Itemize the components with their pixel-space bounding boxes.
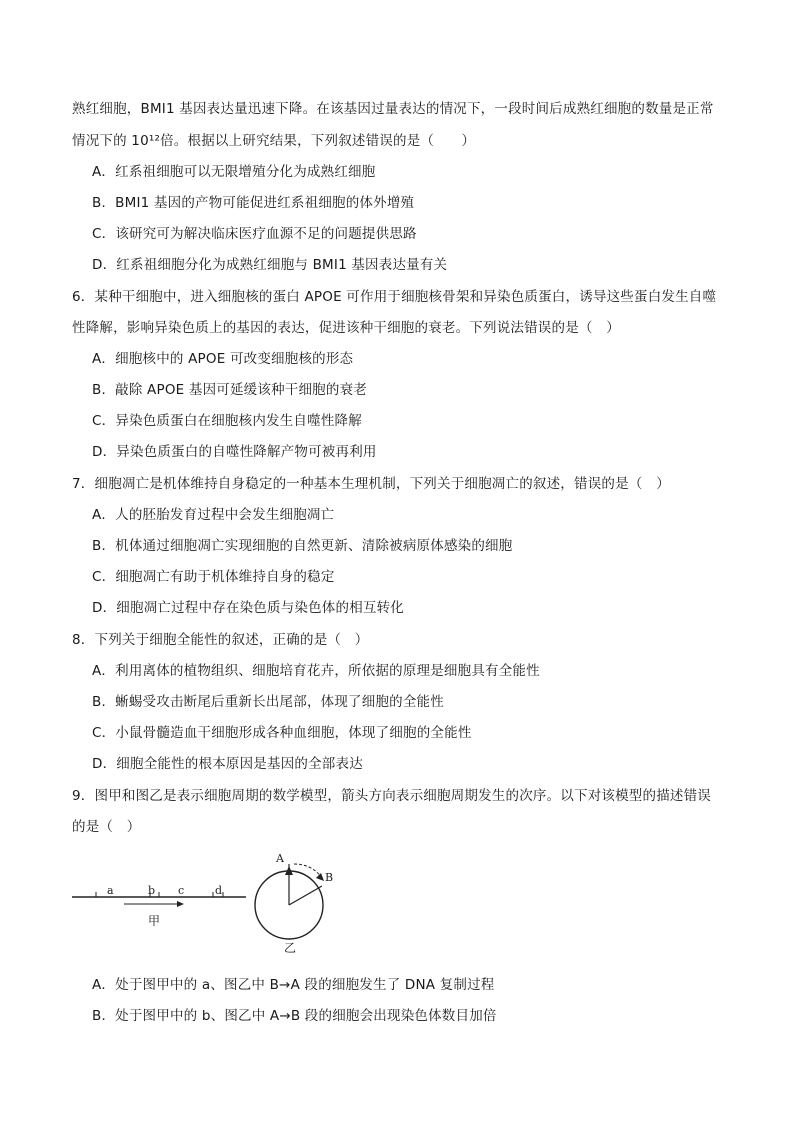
segment-label-b: b xyxy=(148,884,156,897)
q8-option-c: C．小鼠骨髓造血干细胞形成各种血细胞，体现了细胞的全能性 xyxy=(92,725,472,741)
q9-stem-line-2: 的是（ ） xyxy=(72,819,141,835)
q7-option-b: B．机体通过细胞凋亡实现细胞的自然更新、清除被病原体感染的细胞 xyxy=(92,538,513,554)
q6-option-b: B．敲除 APOE 基因可延缓该种干细胞的衰老 xyxy=(92,382,367,398)
q6-stem-line-1: 6．某种干细胞中，进入细胞核的蛋白 APOE 可作用于细胞核骨架和异染色质蛋白，诱导这些蛋白发生自噬 xyxy=(72,289,717,305)
q7-option-d: D．细胞凋亡过程中存在染色质与染色体的相互转化 xyxy=(92,600,404,616)
line-model-caption: 甲 xyxy=(148,914,161,928)
q5-text-line-1: 熟红细胞，BMI1 基因表达量迅速下降。在该基因过量表达的情况下，一段时间后成熟红细胞的数量是正常 xyxy=(72,101,714,117)
radius-to-b xyxy=(289,886,322,905)
segment-label-a: a xyxy=(107,884,114,897)
q8-option-a: A．利用离体的植物组织、细胞培育花卉，所依据的原理是细胞具有全能性 xyxy=(92,663,540,679)
q9-stem-line-1: 9．图甲和图乙是表示细胞周期的数学模型，箭头方向表示细胞周期发生的次序。以下对该模型的描述错误 xyxy=(72,788,711,804)
q5-option-b: B．BMI1 基因的产物可能促进红系祖细胞的体外增殖 xyxy=(92,195,415,211)
q5-option-d: D．红系祖细胞分化为成熟红细胞与 BMI1 基因表达量有关 xyxy=(92,257,448,273)
q6-option-c: C．异染色质蛋白在细胞核内发生自噬性降解 xyxy=(92,413,362,429)
q6-stem-line-2: 性降解，影响异染色质上的基因的表达，促进该种干细胞的衰老。下列说法错误的是（ ） xyxy=(72,320,620,336)
circle-point-a: A xyxy=(276,852,284,865)
q7-option-c: C．细胞凋亡有助于机体维持自身的稳定 xyxy=(92,569,335,585)
segment-label-d: d xyxy=(215,884,223,897)
circle-model-caption: 乙 xyxy=(284,941,297,955)
q8-option-b: B．蜥蜴受攻击断尾后重新长出尾部，体现了细胞的全能性 xyxy=(92,694,444,710)
q8-stem: 8．下列关于细胞全能性的叙述，正确的是（ ） xyxy=(72,632,369,648)
q8-option-d: D．细胞全能性的根本原因是基因的全部表达 xyxy=(92,756,363,772)
direction-arrowhead xyxy=(177,901,184,907)
dashed-arc-a-to-b xyxy=(294,864,322,878)
arrow-at-b xyxy=(316,873,324,881)
q9-option-a: A．处于图甲中的 a、图乙中 B→A 段的细胞发生了 DNA 复制过程 xyxy=(92,977,495,993)
segment-label-c: c xyxy=(178,884,185,897)
q7-stem: 7．细胞凋亡是机体维持自身稳定的一种基本生理机制，下列关于细胞凋亡的叙述，错误的是（ ） xyxy=(72,476,670,492)
q5-option-c: C．该研究可为解决临床医疗血源不足的问题提供思路 xyxy=(92,226,417,242)
q6-option-d: D．异染色质蛋白的自噬性降解产物可被再利用 xyxy=(92,444,377,460)
q7-option-a: A．人的胚胎发育过程中会发生细胞凋亡 xyxy=(92,507,335,523)
q9-option-b: B．处于图甲中的 b、图乙中 A→B 段的细胞会出现染色体数目加倍 xyxy=(92,1008,497,1024)
q5-option-a: A．红系祖细胞可以无限增殖分化为成熟红细胞 xyxy=(92,164,376,180)
q6-option-a: A．细胞核中的 APOE 可改变细胞核的形态 xyxy=(92,351,354,367)
circle-point-b: B xyxy=(325,871,334,884)
cell-cycle-figure xyxy=(60,848,360,958)
q5-text-line-2: 情况下的 10¹²倍。根据以上研究结果，下列叙述错误的是（ ） xyxy=(72,133,476,149)
